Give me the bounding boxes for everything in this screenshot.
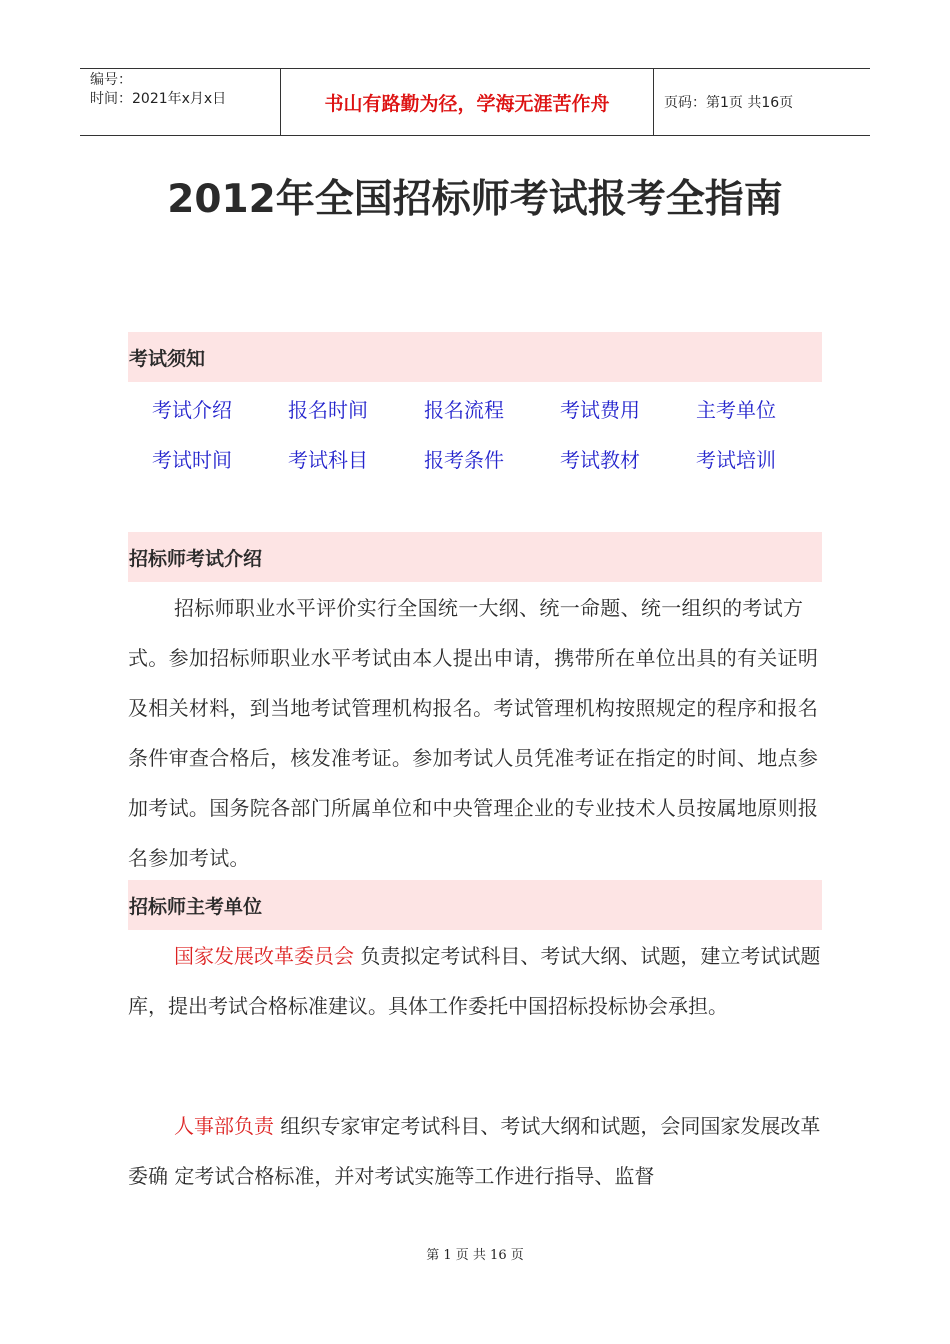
link-exam-subjects[interactable]: 考试科目 [288, 447, 368, 472]
document-title: 2012年全国招标师考试报考全指南 [167, 177, 783, 222]
authority-name-ndrc: 国家发展改革委员会 [174, 944, 354, 968]
authority-paragraph-2 [128, 1101, 828, 1201]
page-footer: 第 1 页 共 16 页 [426, 1248, 524, 1263]
link-authority[interactable]: 主考单位 [696, 397, 776, 422]
authority-duty-text: 负责拟定考试科目、考试大纲、试题，建立考试试题库，提出考试合格标准建议。具体工作委托中国招标投标协会承担。 [128, 944, 821, 1018]
link-training[interactable]: 考试培训 [696, 447, 776, 472]
number-label: 编号： [90, 72, 132, 88]
link-textbooks[interactable]: 考试教材 [560, 447, 640, 472]
intro-paragraph: 招标师职业水平评价实行全国统一大纲、统一命题、统一组织的考试方式。参加招标师职业水平考试由本人提出申请，携带所在单位出具的有关证明及相关材料，到当地考试管理机构报名。考试管理机构按照规定的程序和报名条件审查合格后，核发准考证。参加考试人员凭准考证在指定的时间、地点参加考试。国务院各部门所属单位和中央管理企业的专业技术人员按属地原则报名参加考试。 [128, 596, 819, 870]
header-motto: 书山有路勤为径，学海无涯苦作舟 [281, 69, 654, 135]
authority-duty-text: 组织专家审定考试科目、考试大纲和试题，会同国家发展改革委确 定考试合格标准，并对考试实施等工作进行指导、监督 [128, 1114, 821, 1188]
header-meta [80, 69, 281, 135]
link-registration-process[interactable]: 报名流程 [424, 397, 504, 422]
link-exam-fee[interactable]: 考试费用 [560, 397, 640, 422]
header-page-info: 页码：第1页 共16页 [664, 95, 794, 111]
document-header [80, 68, 870, 136]
section-heading-notice: 考试须知 [128, 332, 822, 382]
link-requirements[interactable]: 报考条件 [424, 447, 504, 472]
link-exam-time[interactable]: 考试时间 [152, 447, 232, 472]
section-heading-intro: 招标师考试介绍 [128, 532, 822, 582]
authority-name-mop: 人事部负责 [174, 1114, 274, 1138]
notice-links-row [152, 433, 832, 483]
link-registration-time[interactable]: 报名时间 [288, 397, 368, 422]
section-heading-authority: 招标师主考单位 [128, 880, 822, 930]
notice-links [152, 383, 832, 483]
notice-links-row [152, 383, 832, 433]
time-label: 时间：2021年x月x日 [90, 91, 227, 107]
link-exam-intro[interactable]: 考试介绍 [152, 397, 232, 422]
authority-paragraph-1 [128, 931, 828, 1031]
